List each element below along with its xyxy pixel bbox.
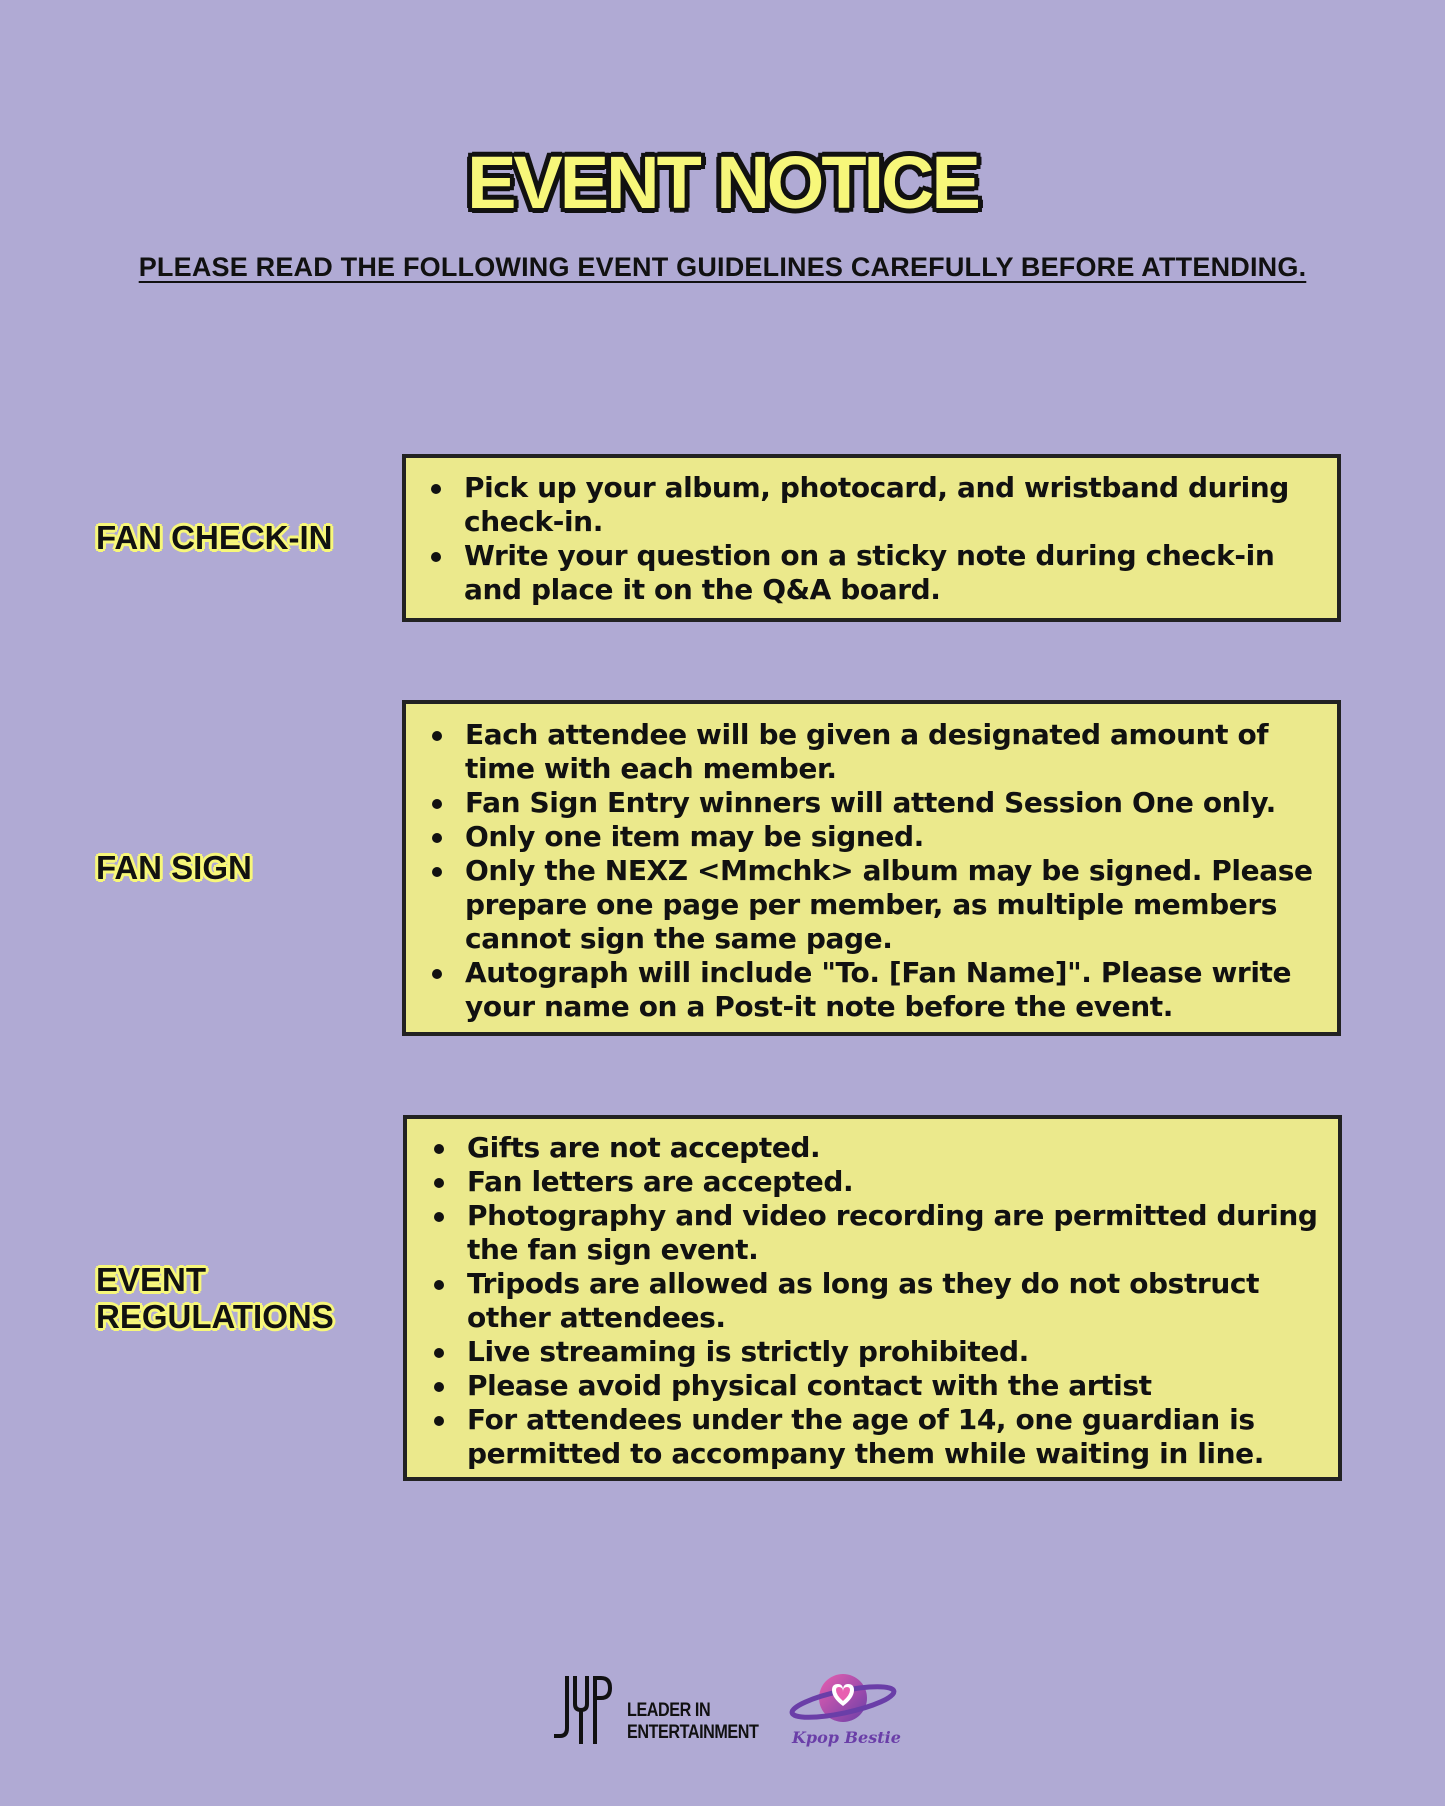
kpop-bestie-logo-icon	[788, 1668, 898, 1730]
list-item: For attendees under the age of 14, one guardian is permitted to accompany them while waiting in line.	[467, 1403, 1338, 1471]
kpop-bestie-name: Kpop Bestie	[792, 1728, 901, 1747]
list-item: Pick up your album, photocard, and wristband during check-in.	[464, 471, 1337, 539]
list-item: Tripods are allowed as long as they do not obstruct other attendees.	[467, 1267, 1338, 1335]
footer	[0, 1668, 1445, 1748]
list-item: Gifts are not accepted.	[467, 1131, 1338, 1165]
list-item: Live streaming is strictly prohibited.	[467, 1335, 1338, 1369]
list-item: Fan letters are accepted.	[467, 1165, 1338, 1199]
list-item: Write your question on a sticky note during check-in and place it on the Q&A board.	[464, 539, 1337, 607]
fan-check-in-list	[406, 471, 1337, 607]
page-title: EVENT NOTICE	[467, 141, 978, 224]
section-label-line: EVENT	[96, 1261, 207, 1298]
list-item: Only one item may be signed.	[465, 820, 1337, 854]
page-subtitle: PLEASE READ THE FOLLOWING EVENT GUIDELINES CAREFULLY BEFORE ATTENDING.	[138, 252, 1307, 282]
jyp-logo-icon	[553, 1674, 613, 1746]
jyp-tagline-line: LEADER IN	[627, 1700, 711, 1721]
event-regulations-list	[407, 1131, 1338, 1471]
fan-sign-list	[406, 718, 1337, 1024]
jyp-tagline	[627, 1700, 758, 1744]
section-label-fan-sign: FAN SIGN	[96, 849, 252, 886]
section-label-line: REGULATIONS	[96, 1298, 334, 1335]
list-item: Only the NEXZ <Mmchk> album may be signed. Please prepare one page per member, as multiple members cannot sign the same page.	[465, 854, 1337, 956]
jyp-tagline-line: ENTERTAINMENT	[627, 1722, 759, 1743]
section-label-event-regulations	[96, 1261, 334, 1335]
list-item: Fan Sign Entry winners will attend Session One only.	[465, 786, 1337, 820]
fan-sign-box	[402, 700, 1341, 1036]
event-regulations-box	[403, 1115, 1342, 1481]
list-item: Each attendee will be given a designated amount of time with each member.	[465, 718, 1337, 786]
fan-check-in-box	[402, 454, 1341, 622]
list-item: Please avoid physical contact with the artist	[467, 1369, 1338, 1403]
list-item: Autograph will include "To. [Fan Name]". Please write your name on a Post-it note before the event.	[465, 956, 1337, 1024]
section-label-fan-check-in: FAN CHECK-IN	[96, 519, 333, 556]
list-item: Photography and video recording are permitted during the fan sign event.	[467, 1199, 1338, 1267]
